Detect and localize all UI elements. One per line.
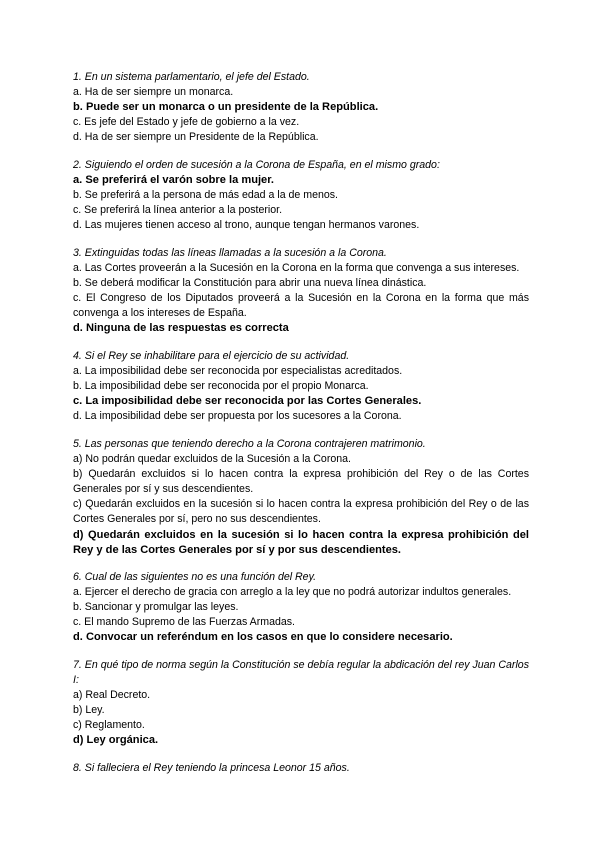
question-stem: 4. Si el Rey se inhabilitare para el ejercicio de su actividad. (73, 350, 350, 362)
option-d: d. La imposibilidad debe ser propuesta por los sucesores a la Corona. (73, 410, 402, 423)
option-a: a. Las Cortes proveerán a la Sucesión en la Corona en la forma que convenga a sus intereses. (73, 262, 520, 275)
option-b: b. Sancionar y promulgar las leyes. (73, 601, 239, 614)
option-d-correct: d. Convocar un referéndum en los casos en que lo considere necesario. (73, 631, 453, 644)
option-c: c) Quedarán excluidos en la sucesión si lo hacen contra la expresa prohibición del Rey o de las Cortes Generales por sí, pero no sus descendientes. (73, 498, 529, 526)
option-a: a. Ejercer el derecho de gracia con arreglo a la ley que no podrá autorizar indultos generales. (73, 586, 512, 599)
option-b: b) Ley. (73, 704, 105, 717)
option-b-correct: b. Puede ser un monarca o un presidente de la República. (73, 101, 379, 114)
option-a: a) Real Decreto. (73, 689, 151, 702)
option-a-correct: a. Se preferirá el varón sobre la mujer. (73, 174, 275, 187)
question-stem: 5. Las personas que teniendo derecho a la Corona contrajeren matrimonio. (73, 438, 426, 450)
question-3 (73, 246, 529, 337)
option-a: a. Ha de ser siempre un monarca. (73, 86, 234, 99)
question-stem: 1. En un sistema parlamentario, el jefe del Estado. (73, 71, 310, 83)
option-c: c) Reglamento. (73, 719, 145, 732)
option-a: a. La imposibilidad debe ser reconocida por especialistas acreditados. (73, 365, 403, 378)
option-d-correct: d. Ninguna de las respuestas es correcta (73, 322, 289, 335)
option-d: d. Ha de ser siempre un Presidente de la República. (73, 131, 319, 144)
question-stem: 6. Cual de las siguientes no es una función del Rey. (73, 571, 317, 583)
option-c: c. El Congreso de los Diputados proveerá a la Sucesión en la Corona en la forma que más convenga a los intereses de España. (73, 292, 529, 320)
question-stem: 2. Siguiendo el orden de sucesión a la Corona de España, en el mismo grado: (73, 159, 440, 171)
question-6 (73, 570, 529, 645)
option-b: b. Se deberá modificar la Constitución para abrir una nueva línea dinástica. (73, 277, 427, 290)
question-stem: 3. Extinguidas todas las líneas llamadas a la sucesión a la Corona. (73, 247, 387, 259)
question-1 (73, 70, 529, 145)
option-b: b) Quedarán excluidos si lo hacen contra la expresa prohibición del Rey o de las Cortes Generales por sí y sus descendientes. (73, 468, 529, 496)
question-stem: 8. Si falleciera el Rey teniendo la princesa Leonor 15 años. (73, 762, 350, 774)
option-d: d. Las mujeres tienen acceso al trono, aunque tengan hermanos varones. (73, 219, 420, 232)
option-b: b. La imposibilidad debe ser reconocida por el propio Monarca. (73, 380, 369, 393)
question-7 (73, 658, 529, 749)
option-c-correct: c. La imposibilidad debe ser reconocida por las Cortes Generales. (73, 395, 422, 408)
question-5 (73, 437, 529, 558)
question-2 (73, 158, 529, 233)
option-b: b. Se preferirá a la persona de más edad a la de menos. (73, 189, 339, 202)
question-8 (73, 761, 529, 776)
option-c: c. El mando Supremo de las Fuerzas Armadas. (73, 616, 295, 629)
option-c: c. Se preferirá la línea anterior a la posterior. (73, 204, 283, 217)
question-stem: 7. En qué tipo de norma según la Constitución se debía regular la abdicación del rey Juan Carlos I: (73, 659, 529, 687)
option-a: a) No podrán quedar excluidos de la Sucesión a la Corona. (73, 453, 351, 466)
question-4 (73, 349, 529, 424)
option-d-correct: d) Ley orgánica. (73, 734, 159, 747)
option-c: c. Es jefe del Estado y jefe de gobierno a la vez. (73, 116, 300, 129)
option-d-correct: d) Quedarán excluidos en la sucesión si lo hacen contra la expresa prohibición del Rey y de las Cortes Generales por sí y por sus descendientes. (73, 528, 529, 556)
